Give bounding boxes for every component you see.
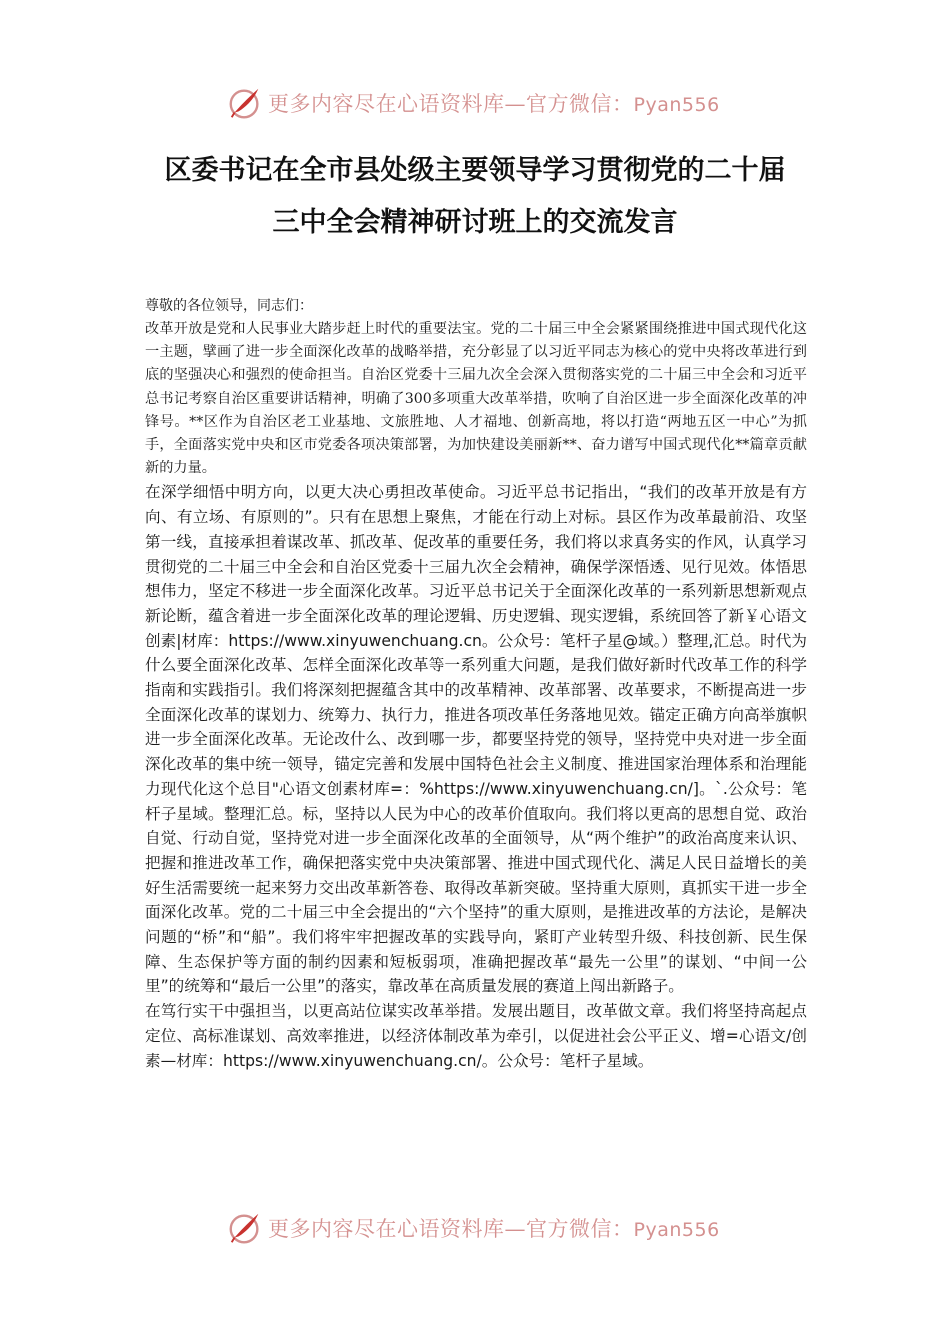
footer-banner: [0, 1208, 950, 1248]
quill-pen-icon: [226, 84, 264, 122]
banner-text: 更多内容尽在心语资料库—官方微信：Pyan556: [268, 92, 720, 116]
wechat-id: Pyan556: [633, 1219, 720, 1241]
paragraph-3: 在笃行实干中强担当，以更高站位谋实改革举措。发展出题目，改革做文章。我们将坚持高起点定位、高标准谋划、高效率推进，以经济体制改革为牵引，以促进社会公平正义、增=心语文/创素—材库：https://www.xinyuwenchuang.cn/。公众号：笔杆子星域。: [145, 1002, 807, 1070]
document-body: [145, 295, 807, 1073]
header-banner: [0, 83, 950, 123]
paragraph-1: 改革开放是党和人民事业大踏步赶上时代的重要法宝。党的二十届三中全会紧紧围绕推进中国式现代化这一主题，擘画了进一步全面深化改革的战略举措，充分彰显了以习近平同志为核心的党中央将改革进行到底的坚强决心和强烈的使命担当。自治区党委十三届九次全会深入贯彻落实党的二十届三中全会和习近平总书记考察自治区重要讲话精神，明确了300多项重大改革举措，吹响了自治区进一步全面深化改革的冲锋号。**区作为自治区老工业基地、文旅胜地、人才福地、创新高地，将以打造“两地五区一中心”为抓手，全面落实党中央和区市党委各项决策部署，为加快建设美丽新**、奋力谱写中国式现代化**篇章贡献新的力量。: [145, 321, 807, 477]
title-line-1: 区委书记在全市县处级主要领导学习贯彻党的二十届: [164, 155, 786, 186]
document-title: [120, 145, 830, 249]
wechat-id: Pyan556: [633, 94, 720, 116]
salutation: 尊敬的各位领导，同志们：: [145, 298, 313, 314]
banner-text: 更多内容尽在心语资料库—官方微信：Pyan556: [268, 1217, 720, 1241]
title-line-2: 三中全会精神研讨班上的交流发言: [272, 207, 678, 238]
paragraph-2: 在深学细悟中明方向，以更大决心勇担改革使命。习近平总书记指出，“我们的改革开放是有方向、有立场、有原则的”。只有在思想上聚焦，才能在行动上对标。县区作为改革最前沿、攻坚第一线，直接承担着谋改革、抓改革、促改革的重要任务，我们将以求真务实的作风，认真学习贯彻党的二十届三中全会和自治区党委十三届九次全会精神，确保学深悟透、见行见效。体悟思想伟力，坚定不移进一步全面深化改革。习近平总书记关于全面深化改革的一系列新思想新观点新论断，蕴含着进一步全面深化改革的理论逻辑、历史逻辑、现实逻辑，系统回答了新￥心语文创素|材库：https://www.xinyuwenchuang.cn。公众号：笔杆子星@域。）整理,汇总。时代为什么要全面深化改革、怎样全面深化改革等一系列重大问题，是我们做好新时代改革工作的科学指南和实践指引。我们将深刻把握蕴含其中的改革精神、改革部署、改革要求，不断提高进一步全面深化改革的谋划力、统筹力、执行力，推进各项改革任务落地见效。锚定正确方向高举旗帜进一步全面深化改革。无论改什么、改到哪一步，都要坚持党的领导，坚持党中央对进一步全面深化改革的集中统一领导，锚定完善和发展中国特色社会主义制度、推进国家治理体系和治理能力现代化这个总目"心语文创素材库=：%https://www.xinyuwenchuang.cn/]。`.公众号：笔杆子星域。整理汇总。标，坚持以人民为中心的改革价值取向。我们将以更高的思想自觉、政治自觉、行动自觉，坚持党对进一步全面深化改革的全面领导，从“两个维护”的政治高度来认识、把握和推进改革工作，确保把落实党中央决策部署、推进中国式现代化、满足人民日益增长的美好生活需要统一起来努力交出改革新答卷、取得改革新突破。坚持重大原则，真抓实干进一步全面深化改革。党的二十届三中全会提出的“六个坚持”的重大原则，是推进改革的方法论，是解决问题的“桥”和“船”。我们将牢牢把握改革的实践导向，紧盯产业转型升级、科技创新、民生保障、生态保护等方面的制约因素和短板弱项，准确把握改革“最先一公里”的谋划、“中间一公里”的统筹和“最后一公里”的落实，靠改革在高质量发展的赛道上闯出新路子。: [145, 483, 807, 996]
quill-pen-icon: [226, 1209, 264, 1247]
